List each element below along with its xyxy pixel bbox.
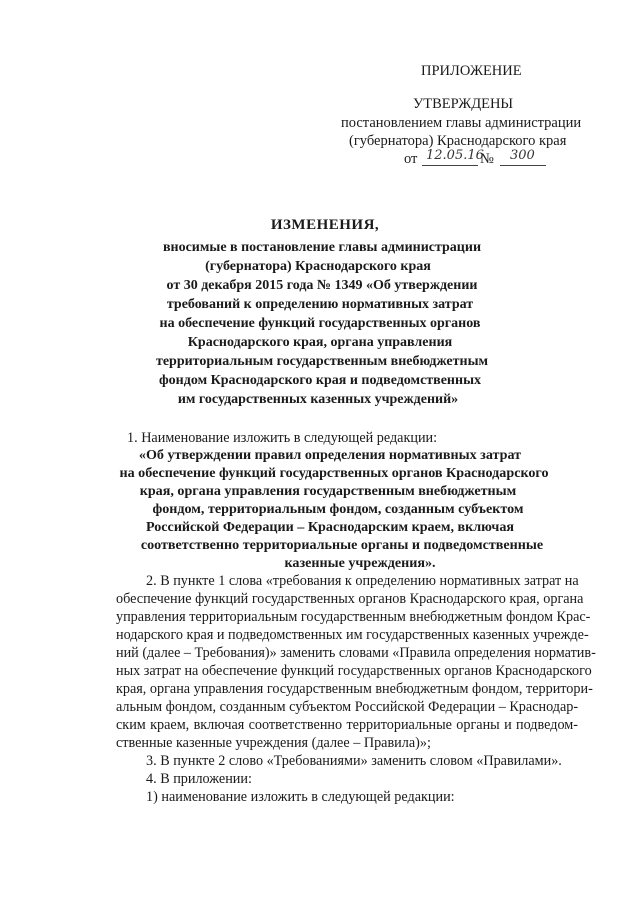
quote-line: «Об утверждении правил определения нормативных затрат [138, 447, 522, 463]
item-2-line: ственные казенные учреждения (далее – Правила)»; [116, 735, 431, 751]
item-2-line: 2. В пункте 1 слова «требования к определению нормативных затрат на [146, 573, 579, 589]
item-2-line: альным фондом, созданным субъектом Российской Федерации – Краснодар- [116, 699, 579, 715]
title-line: требований к определению нормативных затрат [166, 297, 474, 312]
quote-line: Российской Федерации – Краснодарским краем, включая [146, 519, 514, 535]
number-underline [500, 165, 546, 166]
date-prefix: от [404, 151, 418, 167]
item-2-line: обеспечение функций государственных органов Краснодарского края, органа [116, 591, 584, 607]
approved-label: УТВЕРЖДЕНЫ [413, 96, 514, 112]
title-line: от 30 декабря 2015 года № 1349 «Об утверждении [166, 278, 478, 293]
title-line: Краснодарского края, органа управления [187, 335, 453, 350]
date-underline [422, 165, 478, 166]
item-2-line: ским краем, включая соответственно территориальные органы и подведом- [116, 717, 578, 733]
item-2-line: нодарского края и подведомственных им государственных казенных учрежде- [116, 627, 589, 643]
item-2-line: края, органа управления государственным внебюджетным фондом, территори- [116, 681, 593, 697]
item-4-1-text: 1) наименование изложить в следующей редакции: [146, 789, 455, 805]
title-line: территориальным государственным внебюджетным [155, 354, 489, 369]
item-2-line: ний (далее – Требования)» заменить словами «Правила определения норматив- [116, 645, 596, 661]
appendix-label: ПРИЛОЖЕНИЕ [421, 63, 522, 79]
quote-line: соответственно территориальные органы и подведомственные [140, 537, 544, 553]
date-handwritten: 12.05.16 [426, 148, 484, 163]
item-2-line: ных затрат на обеспечение функций государственных органов Краснодарского [116, 663, 592, 679]
number-prefix: № [480, 151, 494, 167]
quote-line: края, органа управления государственным внебюджетным [139, 483, 517, 499]
title-line: на обеспечение функций государственных органов [159, 316, 481, 331]
title-line: им государственных казенных учреждений» [177, 392, 459, 407]
quote-line: фондом, территориальным фондом, созданным субъектом [152, 501, 524, 517]
title-line: вносимые в постановление главы администрации [162, 240, 482, 255]
item-1-text: 1. Наименование изложить в следующей редакции: [127, 430, 438, 446]
item-4-text: 4. В приложении: [146, 771, 252, 787]
item-2-line: управления территориальным государственным внебюджетным фондом Крас- [116, 609, 591, 625]
approved-by-line1: постановлением главы администрации [341, 115, 582, 131]
approved-by-line2: (губернатора) Краснодарского края [349, 133, 567, 149]
number-handwritten: 300 [510, 148, 535, 163]
document-title: ИЗМЕНЕНИЯ, [270, 217, 380, 233]
item-3-text: 3. В пункте 2 слово «Требованиями» заменить словом «Правилами». [146, 753, 562, 769]
quote-line: на обеспечение функций государственных органов Краснодарского [119, 465, 549, 481]
title-line: фондом Краснодарского края и подведомственных [159, 373, 481, 388]
title-line: (губернатора) Краснодарского края [205, 259, 431, 274]
quote-line: казенные учреждения». [284, 555, 436, 571]
